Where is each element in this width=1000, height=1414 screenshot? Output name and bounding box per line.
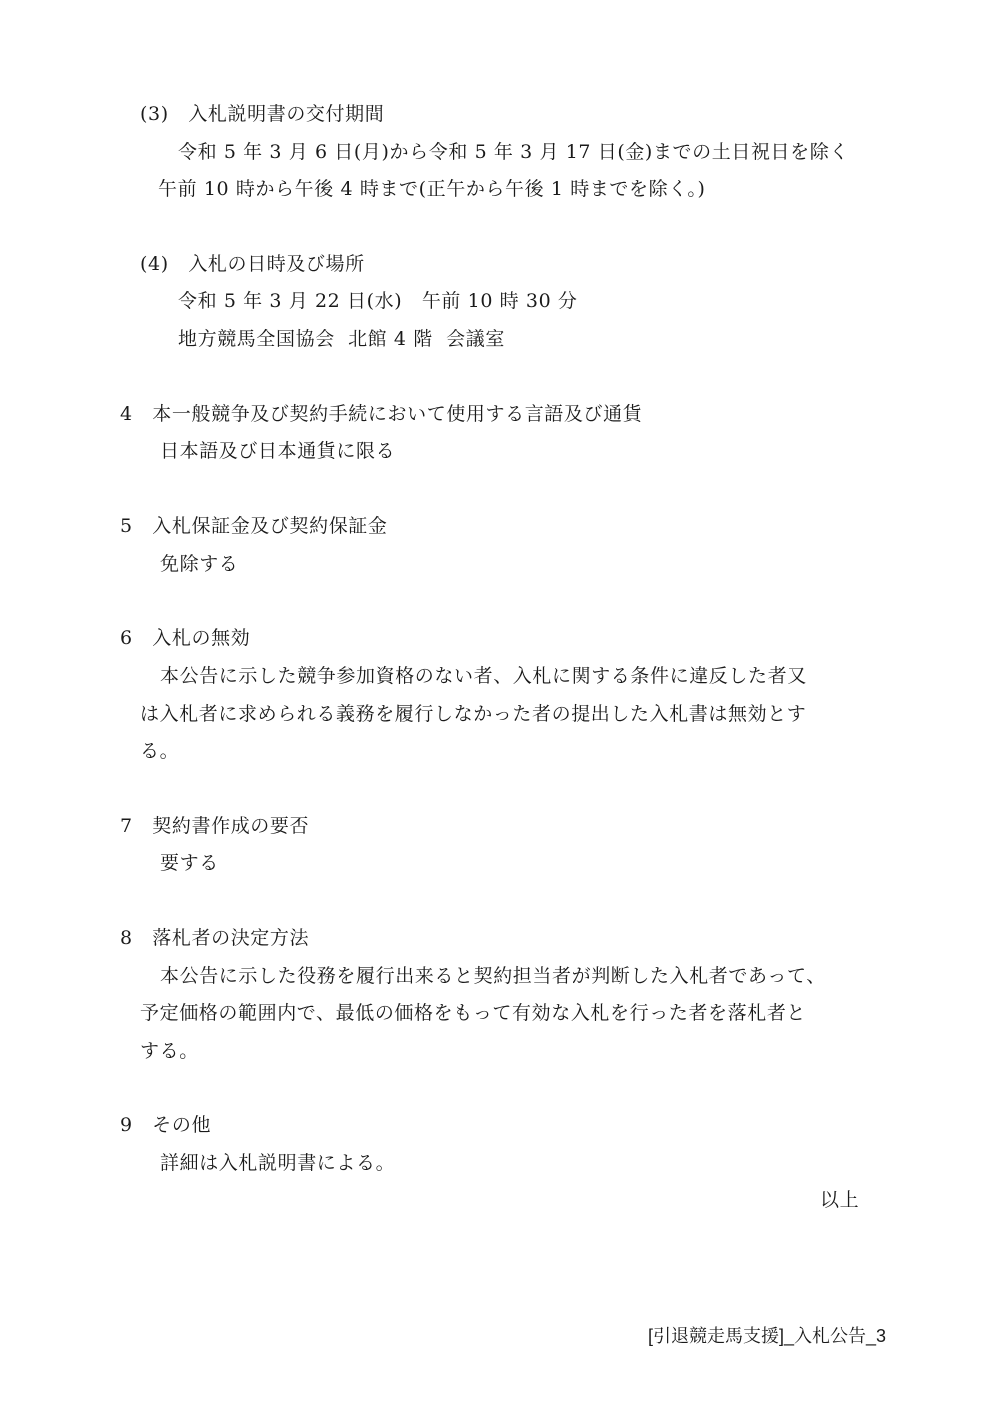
section-7-line-1: 要する <box>160 852 219 874</box>
section-7-heading: 7 契約書作成の要否 <box>120 815 310 837</box>
section-6-heading: 6 入札の無効 <box>120 627 251 649</box>
closing-text: 以上 <box>820 1189 860 1211</box>
section-9-heading: 9 その他 <box>120 1114 212 1136</box>
section-8-line-1: 本公告に示した役務を履行出来ると契約担当者が判断した入札者であって、 <box>160 965 826 987</box>
section-3-4-line-1: 令和 5 年 3 月 22 日(水) 午前 10 時 30 分 <box>178 290 578 312</box>
section-8-line-3: する。 <box>140 1040 199 1062</box>
section-8-heading: 8 落札者の決定方法 <box>120 927 310 949</box>
section-5-line-1: 免除する <box>160 553 239 575</box>
section-3-4-line-2: 地方競馬全国協会 北館 4 階 会議室 <box>178 328 505 350</box>
section-3-3-heading: (3) 入札説明書の交付期間 <box>140 103 385 125</box>
section-4-heading: 4 本一般競争及び契約手続において使用する言語及び通貨 <box>120 403 643 425</box>
section-9-line-1: 詳細は入札説明書による。 <box>160 1152 396 1174</box>
section-3-4-heading: (4) 入札の日時及び場所 <box>140 253 365 275</box>
section-3-3-line-2: 午前 10 時から午後 4 時まで(正午から午後 1 時までを除く。) <box>158 178 706 200</box>
section-6-line-1: 本公告に示した競争参加資格のない者、入札に関する条件に違反した者又 <box>160 665 807 687</box>
page-footer: [引退競走馬支援]_入札公告_3 <box>648 1326 887 1346</box>
section-5-heading: 5 入札保証金及び契約保証金 <box>120 515 388 537</box>
section-6-line-3: る。 <box>140 740 180 762</box>
section-6-line-2: は入札者に求められる義務を履行しなかった者の提出した入札書は無効とす <box>140 703 807 725</box>
section-8-line-2: 予定価格の範囲内で、最低の価格をもって有効な入札を行った者を落札者と <box>140 1002 807 1024</box>
section-4-line-1: 日本語及び日本通貨に限る <box>160 440 396 462</box>
section-3-3-line-1: 令和 5 年 3 月 6 日(月)から令和 5 年 3 月 17 日(金)までの土日祝日を除く <box>178 141 849 163</box>
